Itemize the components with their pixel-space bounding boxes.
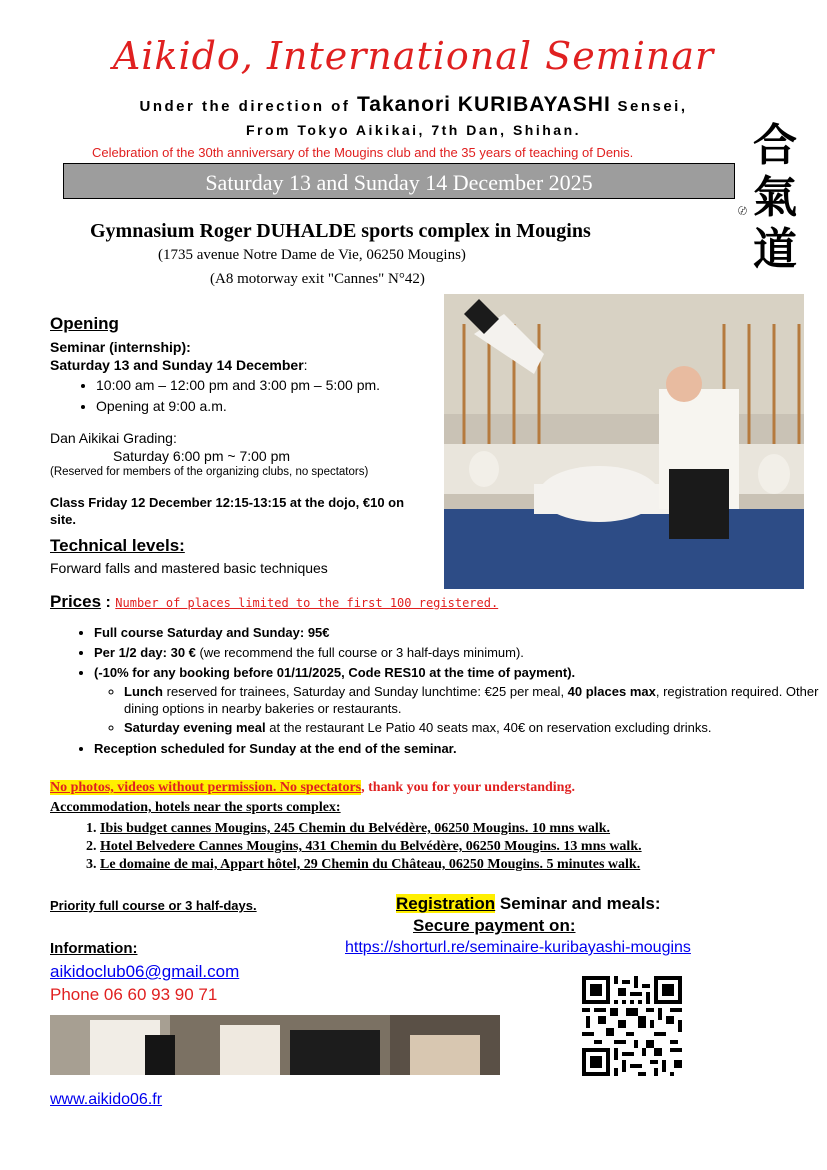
technical-heading: Technical levels: <box>50 536 185 555</box>
kanji-ai: 合 <box>753 120 797 171</box>
date-banner: Saturday 13 and Sunday 14 December 2025 <box>63 163 735 199</box>
direction-prefix: Under the direction of <box>139 98 351 115</box>
seminar-dates-bold: Saturday 13 and Sunday 14 December <box>50 357 304 373</box>
list-item <box>94 740 827 757</box>
prices-colon: : <box>105 594 111 611</box>
kanji-ki: 氣 <box>753 172 797 223</box>
list-item <box>124 683 827 717</box>
qr-code[interactable] <box>582 976 682 1076</box>
hotel-ibis: Ibis budget cannes Mougins, 245 Chemin du Belvédère, 06250 Mougins. 10 mns walk. <box>100 821 611 836</box>
no-photos-highlight: No photos, videos without permission. No spectators <box>50 780 362 795</box>
lunch-end: , registration required. Other dining options in nearby bakeries or restaurants. <box>124 684 819 716</box>
prices-list <box>50 624 827 760</box>
direction-suffix: Sensei, <box>617 98 688 115</box>
phone-number: Phone 06 60 93 90 71 <box>50 985 218 1004</box>
kanji-do: 道 <box>753 224 797 275</box>
photo-strip-illustration <box>50 1015 500 1075</box>
schedule-list <box>50 375 380 417</box>
list-item <box>94 624 827 641</box>
technical-text: Forward falls and mastered basic techniques <box>50 560 328 576</box>
opening-heading: Opening <box>50 314 119 333</box>
grading-note: (Reserved for members of the organizing clubs, no spectators) <box>50 466 369 478</box>
hotel-belvedere: Hotel Belvedere Cannes Mougins, 431 Chemin du Belvédère, 06250 Mougins. 13 mns walk. <box>100 839 642 854</box>
priority-note: Priority full course or 3 half-days. <box>50 898 257 913</box>
hotels-list <box>52 820 642 874</box>
celebration-line: Celebration of the 30th anniversary of the Mougins club and the 35 years of teaching of Denis. <box>92 145 634 160</box>
aikido-calligraphy <box>745 120 805 276</box>
list-item <box>100 820 642 838</box>
discount-text: (-10% for any booking before 01/11/2025, Code RES10 at the time of payment). <box>94 665 576 680</box>
full-course-price: Full course Saturday and Sunday: 95€ <box>94 625 330 640</box>
hotel-domaine-de-mai: Le domaine de mai, Appart hôtel, 29 Chemin du Château, 06250 Mougins. 5 minutes walk. <box>100 857 641 872</box>
prices-heading <box>50 592 498 612</box>
aikido-practice-photo <box>50 1015 500 1075</box>
meals-list <box>94 683 827 736</box>
venue-motorway: (A8 motorway exit "Cannes" N°42) <box>210 271 425 287</box>
lunch-max: 40 places max <box>567 684 656 699</box>
seminar-type: Seminar (internship): <box>50 339 191 355</box>
grading-time: Saturday 6:00 pm ~ 7:00 pm <box>113 448 291 464</box>
venue-address: (1735 avenue Notre Dame de Vie, 06250 Mougins) <box>158 247 466 263</box>
half-day-price: Per 1/2 day: 30 € <box>94 645 196 660</box>
prices-title: Prices <box>50 592 102 611</box>
sensei-name: Takanori KURIBAYASHI <box>357 93 611 116</box>
qr-code-graphic <box>582 976 682 1076</box>
accommodation-heading: Accommodation, hotels near the sports complex: <box>50 800 341 815</box>
class-friday: Class Friday 12 December 12:15-13:15 at the dojo, €10 on site. <box>50 495 405 527</box>
evening-meal-label: Saturday evening meal <box>124 720 266 735</box>
tokyo-line: From Tokyo Aikikai, 7th Dan, Shihan. <box>245 122 582 138</box>
list-item <box>94 644 827 661</box>
registration-label-rest: Seminar and meals: <box>495 894 661 913</box>
page-title: Aikido, International Seminar <box>112 34 715 78</box>
list-item: • Opening at 9:00 a.m. <box>96 396 380 417</box>
website-link[interactable]: www.aikido06.fr <box>50 1091 163 1108</box>
list-item: • 10:00 am – 12:00 pm and 3:00 pm – 5:00 pm. <box>96 375 380 396</box>
photo-illustration <box>444 294 804 589</box>
seminar-dates <box>50 357 308 373</box>
evening-meal-text: at the restaurant Le Patio 40 seats max, 40€ on reservation excluding drinks. <box>265 720 712 735</box>
registration-link[interactable]: https://shorturl.re/seminaire-kuribayashi-mougins <box>345 939 691 956</box>
aikido-throw-photo <box>444 294 804 589</box>
reception-text: Reception scheduled for Sunday at the end of the seminar. <box>94 741 457 756</box>
list-item <box>94 664 827 736</box>
no-photos-rest: , thank you for your understanding. <box>361 780 575 795</box>
list-item <box>124 719 827 736</box>
venue-name: Gymnasium Roger DUHALDE sports complex in Mougins <box>90 220 591 242</box>
no-photos-notice <box>50 780 575 796</box>
information-heading: Information: <box>50 940 138 957</box>
calligraphy-seal: 〄 <box>737 206 747 215</box>
places-limit-note: Number of places limited to the first 100 registered. <box>115 596 499 610</box>
half-day-note: (we recommend the full course or 3 half-days minimum). <box>195 645 524 660</box>
seminar-dates-colon: : <box>303 357 308 373</box>
grading-title: Dan Aikikai Grading: <box>50 430 177 446</box>
email-link[interactable]: aikidoclub06@gmail.com <box>50 962 240 981</box>
list-item <box>100 838 642 856</box>
lunch-text: reserved for trainees, Saturday and Sunday lunchtime: €25 per meal, <box>163 684 568 699</box>
secure-payment-label: Secure payment on: <box>413 916 576 935</box>
registration-label: Registration <box>396 894 496 913</box>
direction-line <box>0 93 827 117</box>
list-item <box>100 856 642 874</box>
registration-heading <box>396 894 661 914</box>
lunch-label: Lunch <box>124 684 163 699</box>
